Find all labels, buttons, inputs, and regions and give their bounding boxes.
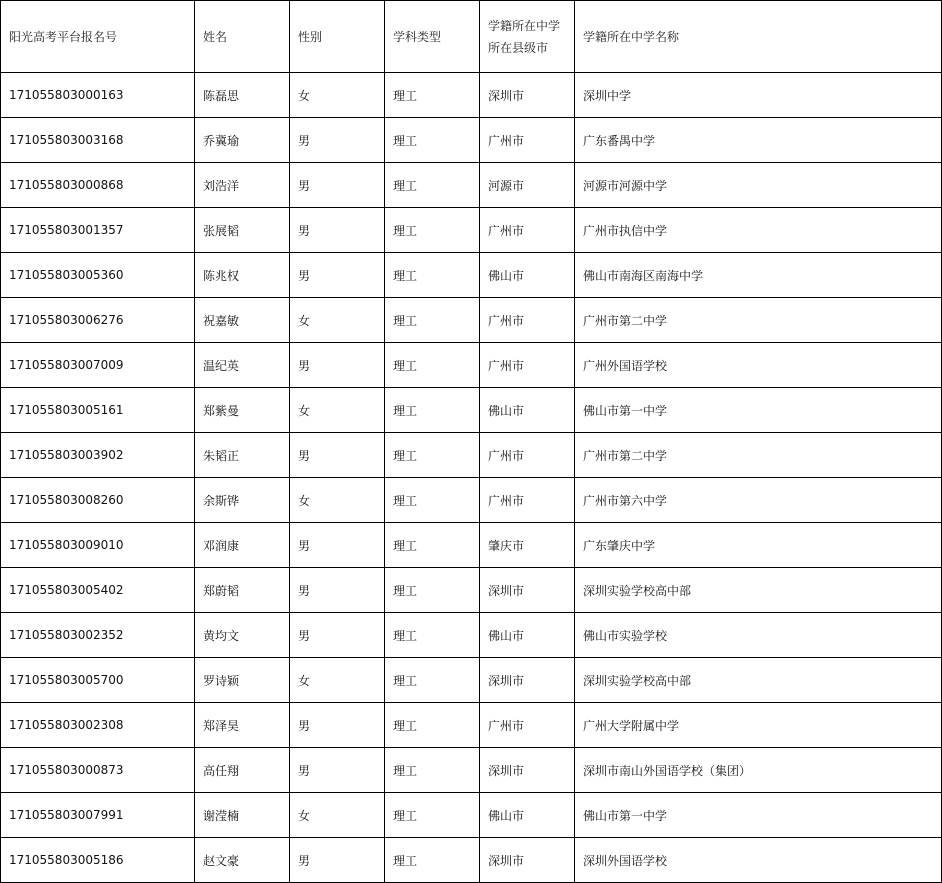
cell-school-name: 佛山市第一中学 — [575, 793, 942, 838]
cell-school-name: 深圳外国语学校 — [575, 838, 942, 883]
cell-subject-type: 理工 — [385, 73, 480, 118]
cell-gender: 男 — [290, 613, 385, 658]
cell-name: 张展韬 — [195, 208, 290, 253]
cell-registration-number: 171055803006276 — [1, 298, 195, 343]
cell-subject-type: 理工 — [385, 703, 480, 748]
cell-gender: 女 — [290, 478, 385, 523]
table-row — [1, 523, 942, 568]
cell-subject-type: 理工 — [385, 478, 480, 523]
cell-school-city: 深圳市 — [480, 568, 575, 613]
cell-name: 余斯铧 — [195, 478, 290, 523]
cell-name: 谢滢楠 — [195, 793, 290, 838]
cell-registration-number: 171055803005161 — [1, 388, 195, 433]
header-subject-type: 学科类型 — [385, 1, 480, 73]
cell-school-name: 广东番禺中学 — [575, 118, 942, 163]
cell-subject-type: 理工 — [385, 613, 480, 658]
cell-school-city: 广州市 — [480, 478, 575, 523]
table-row — [1, 298, 942, 343]
cell-registration-number: 171055803007991 — [1, 793, 195, 838]
cell-subject-type: 理工 — [385, 433, 480, 478]
header-school-name: 学籍所在中学名称 — [575, 1, 942, 73]
cell-school-city: 佛山市 — [480, 613, 575, 658]
cell-registration-number: 171055803000868 — [1, 163, 195, 208]
cell-school-city: 深圳市 — [480, 838, 575, 883]
cell-registration-number: 171055803007009 — [1, 343, 195, 388]
cell-subject-type: 理工 — [385, 523, 480, 568]
cell-name: 朱韬正 — [195, 433, 290, 478]
cell-gender: 男 — [290, 523, 385, 568]
table-row — [1, 613, 942, 658]
cell-subject-type: 理工 — [385, 793, 480, 838]
cell-school-name: 河源市河源中学 — [575, 163, 942, 208]
cell-subject-type: 理工 — [385, 658, 480, 703]
cell-school-city: 广州市 — [480, 208, 575, 253]
cell-registration-number: 171055803001357 — [1, 208, 195, 253]
cell-gender: 男 — [290, 433, 385, 478]
cell-subject-type: 理工 — [385, 118, 480, 163]
cell-gender: 女 — [290, 388, 385, 433]
cell-registration-number: 171055803005186 — [1, 838, 195, 883]
header-name: 姓名 — [195, 1, 290, 73]
cell-name: 陈磊思 — [195, 73, 290, 118]
cell-school-name: 广州市第二中学 — [575, 298, 942, 343]
table-row — [1, 343, 942, 388]
table-row — [1, 838, 942, 883]
cell-gender: 男 — [290, 568, 385, 613]
cell-school-name: 佛山市实验学校 — [575, 613, 942, 658]
header-school-city: 学籍所在中学所在县级市 — [480, 1, 575, 73]
cell-subject-type: 理工 — [385, 253, 480, 298]
cell-gender: 男 — [290, 748, 385, 793]
cell-gender: 女 — [290, 298, 385, 343]
cell-gender: 男 — [290, 208, 385, 253]
cell-registration-number: 171055803005402 — [1, 568, 195, 613]
cell-school-name: 广州外国语学校 — [575, 343, 942, 388]
cell-subject-type: 理工 — [385, 388, 480, 433]
cell-registration-number: 171055803000163 — [1, 73, 195, 118]
header-registration-number: 阳光高考平台报名号 — [1, 1, 195, 73]
cell-gender: 男 — [290, 118, 385, 163]
cell-gender: 男 — [290, 163, 385, 208]
cell-name: 郑泽昊 — [195, 703, 290, 748]
cell-registration-number: 171055803002352 — [1, 613, 195, 658]
cell-school-city: 佛山市 — [480, 793, 575, 838]
cell-name: 郑蔚韬 — [195, 568, 290, 613]
cell-registration-number: 171055803000873 — [1, 748, 195, 793]
cell-registration-number: 171055803005360 — [1, 253, 195, 298]
cell-name: 高任翔 — [195, 748, 290, 793]
cell-school-city: 广州市 — [480, 118, 575, 163]
table-row — [1, 388, 942, 433]
table-row — [1, 478, 942, 523]
cell-name: 黄均文 — [195, 613, 290, 658]
cell-gender: 男 — [290, 703, 385, 748]
cell-gender: 女 — [290, 793, 385, 838]
cell-name: 祝嘉敏 — [195, 298, 290, 343]
cell-name: 温纪英 — [195, 343, 290, 388]
cell-subject-type: 理工 — [385, 568, 480, 613]
cell-subject-type: 理工 — [385, 208, 480, 253]
cell-name: 邓润康 — [195, 523, 290, 568]
cell-school-name: 广东肇庆中学 — [575, 523, 942, 568]
header-gender: 性别 — [290, 1, 385, 73]
table-row — [1, 163, 942, 208]
cell-school-city: 深圳市 — [480, 658, 575, 703]
cell-school-city: 广州市 — [480, 433, 575, 478]
cell-school-name: 广州市第六中学 — [575, 478, 942, 523]
cell-gender: 男 — [290, 343, 385, 388]
cell-subject-type: 理工 — [385, 748, 480, 793]
table-row — [1, 658, 942, 703]
cell-school-city: 佛山市 — [480, 253, 575, 298]
table-row — [1, 253, 942, 298]
cell-gender: 男 — [290, 253, 385, 298]
cell-school-city: 深圳市 — [480, 73, 575, 118]
cell-school-city: 广州市 — [480, 703, 575, 748]
cell-name: 乔冀瑜 — [195, 118, 290, 163]
cell-school-name: 佛山市第一中学 — [575, 388, 942, 433]
table-row — [1, 748, 942, 793]
table-row — [1, 568, 942, 613]
cell-registration-number: 171055803003902 — [1, 433, 195, 478]
table-row — [1, 208, 942, 253]
cell-gender: 男 — [290, 838, 385, 883]
cell-name: 赵文豪 — [195, 838, 290, 883]
cell-school-name: 广州市第二中学 — [575, 433, 942, 478]
cell-school-name: 深圳实验学校高中部 — [575, 658, 942, 703]
cell-school-name: 深圳实验学校高中部 — [575, 568, 942, 613]
table-row — [1, 703, 942, 748]
cell-school-name: 广州市执信中学 — [575, 208, 942, 253]
cell-gender: 女 — [290, 658, 385, 703]
cell-subject-type: 理工 — [385, 163, 480, 208]
cell-school-name: 佛山市南海区南海中学 — [575, 253, 942, 298]
cell-school-name: 深圳市南山外国语学校（集团） — [575, 748, 942, 793]
cell-subject-type: 理工 — [385, 838, 480, 883]
cell-subject-type: 理工 — [385, 343, 480, 388]
table-row — [1, 73, 942, 118]
cell-registration-number: 171055803005700 — [1, 658, 195, 703]
cell-name: 郑紫曼 — [195, 388, 290, 433]
cell-name: 陈兆权 — [195, 253, 290, 298]
cell-registration-number: 171055803009010 — [1, 523, 195, 568]
cell-school-city: 河源市 — [480, 163, 575, 208]
cell-school-city: 深圳市 — [480, 748, 575, 793]
cell-name: 罗诗颖 — [195, 658, 290, 703]
cell-school-city: 广州市 — [480, 298, 575, 343]
cell-school-city: 佛山市 — [480, 388, 575, 433]
cell-subject-type: 理工 — [385, 298, 480, 343]
cell-gender: 女 — [290, 73, 385, 118]
table-row — [1, 433, 942, 478]
cell-school-name: 深圳中学 — [575, 73, 942, 118]
cell-registration-number: 171055803003168 — [1, 118, 195, 163]
cell-school-city: 广州市 — [480, 343, 575, 388]
cell-name: 刘浩洋 — [195, 163, 290, 208]
cell-school-name: 广州大学附属中学 — [575, 703, 942, 748]
cell-registration-number: 171055803002308 — [1, 703, 195, 748]
table-row — [1, 118, 942, 163]
cell-school-city: 肇庆市 — [480, 523, 575, 568]
table-row — [1, 793, 942, 838]
cell-registration-number: 171055803008260 — [1, 478, 195, 523]
table-header-row — [1, 1, 942, 73]
